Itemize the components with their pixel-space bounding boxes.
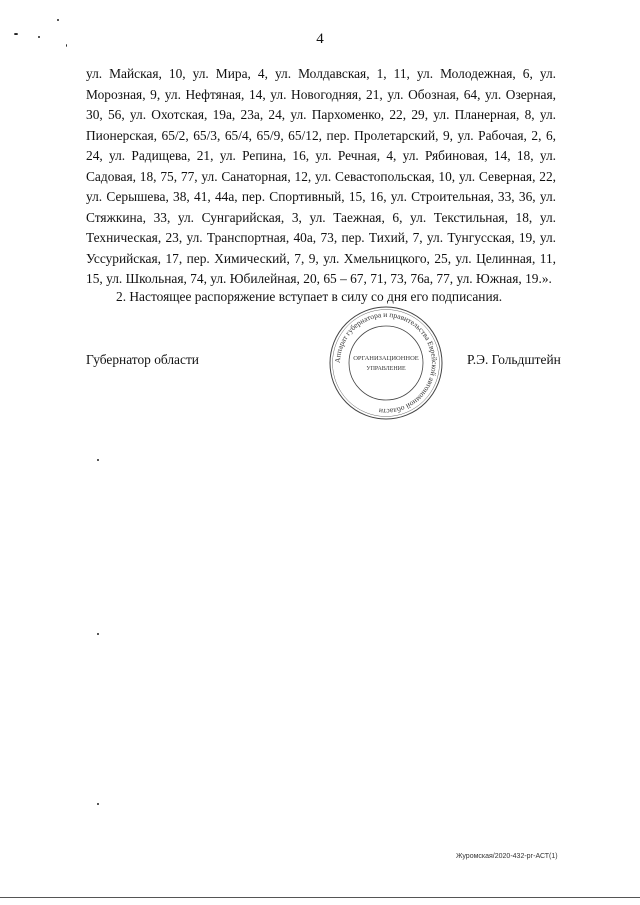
official-stamp-seal (326, 303, 446, 423)
stamp-center-line-1: ОРГАНИЗАЦИОННОЕ (353, 355, 419, 362)
scan-speck (97, 459, 99, 461)
scan-speck (66, 44, 67, 47)
scan-speck (38, 36, 40, 38)
page-number: 4 (316, 31, 324, 47)
effective-date-paragraph: 2. Настоящее распоряжение вступает в силу со дня его подписания. (116, 289, 503, 304)
signer-name: Р.Э. Гольдштейн (467, 352, 561, 367)
scan-speck (57, 19, 59, 21)
signer-title: Губернатор области (86, 352, 199, 367)
stamp-ring-text: Аппарат губернатора и правительства Еврейской автономной области (332, 309, 440, 417)
bottom-scan-edge (0, 897, 640, 898)
scan-speck (97, 803, 99, 805)
stamp-center-line-2: УПРАВЛЕНИЕ (366, 366, 406, 372)
scan-speck (97, 633, 99, 635)
street-list-paragraph: ул. Майская, 10, ул. Мира, 4, ул. Молдавская, 1, 11, ул. Молодежная, 6, ул. Морозная, 9, ул. Нефтяная, 14, ул. Новогодняя, 21, ул. Обозная, 64, ул. Озерная, 30, 56, ул. Охотская, 19а, 23а, 24, ул. Пархоменко, 22, 29, ул. Планерная, 8, ул. Пионерская, 65/2, 65/3, 65/4, 65/9, 65/12, пер. Пролетарский, 9, ул. Рабочая, 2, 6, 24, ул. Радищева, 21, ул. Репина, 16, ул. Речная, 4, ул. Рябиновая, 14, 18, ул. Садовая, 18, 75, 77, ул. Санаторная, 12, ул. Севастопольская, 10, ул. Северная, 22, ул. Серышева, 38, 41, 44а, пер. Спортивный, 15, 16, ул. Строительная, 33, 36, ул. Стяжкина, 33, ул. Сунгарийская, 3, ул. Таежная, 6, ул. Текстильная, 18, ул. Техническая, 23, ул. Транспортная, 40а, 73, пер. Тихий, 7, ул. Тунгусская, 19, ул. Уссурийская, 17, пер. Химический, 7, 9, ул. Хмельницкого, 25, ул. Целинная, 11, 15, ул. Школьная, 74, ул. Юбилейная, 20, 65 – 67, 71, 73, 76а, 77, ул. Южная, 19.». (86, 66, 556, 286)
scan-speck (14, 33, 18, 35)
footer-document-code: Журомская/2020-432-рг-АСТ(1) (456, 853, 558, 860)
